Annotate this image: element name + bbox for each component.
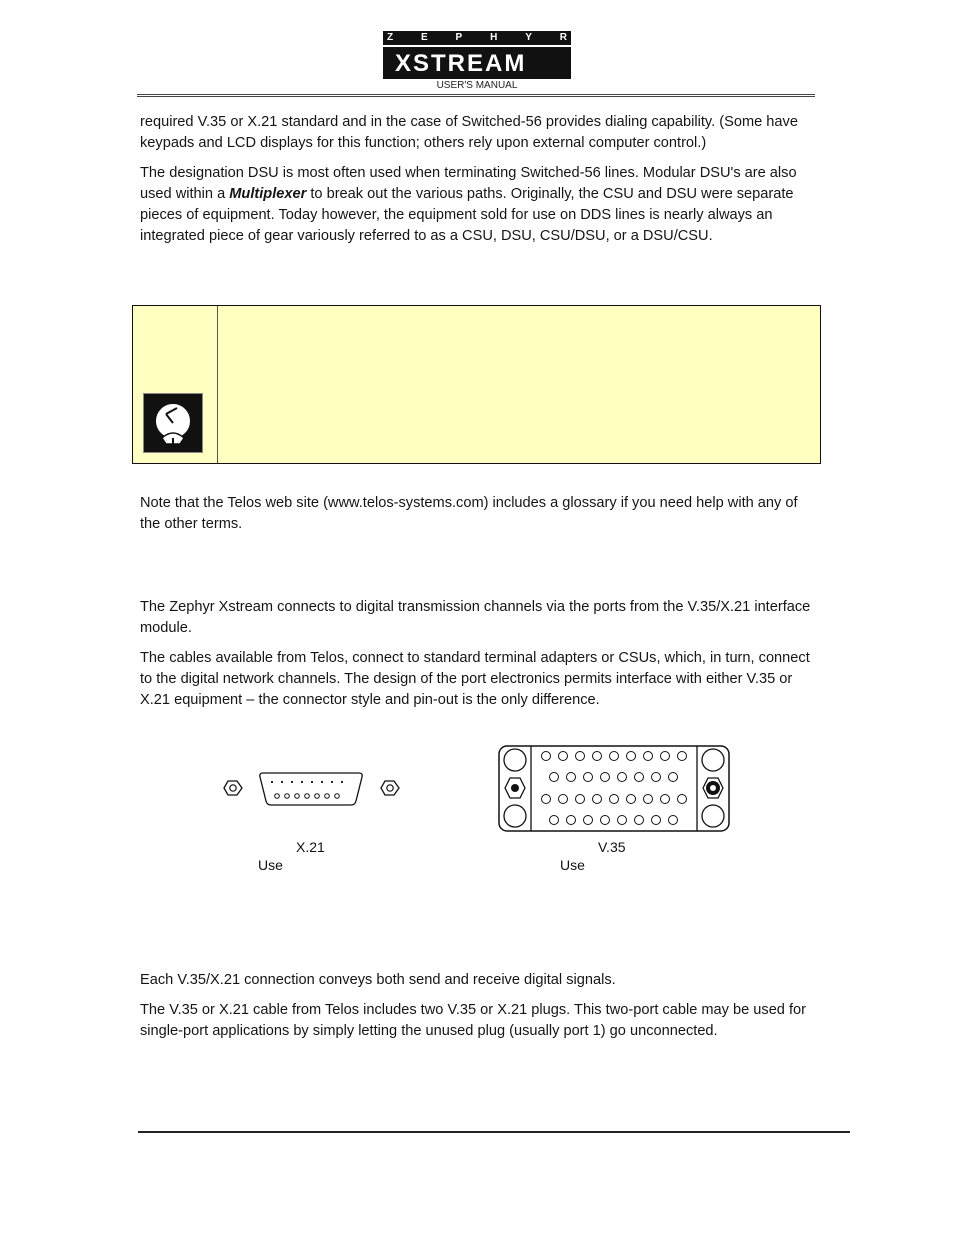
- paragraph-two-port-cable: The V.35 or X.21 cable from Telos includes two V.35 or X.21 plugs. This two-port cable may be used for single-port applications by simply letting the unused plug (usually port 1) go unconnected.: [140, 1002, 807, 1039]
- paragraph-text: to break out the various paths. Originally, the CSU and DSU were separate pieces of equipment. Today however, the equipment sold for use on DDS lines is nearly always an integrated piece of gear variously referred to as a CSU, DSU, CSU/DSU, or a DSU/CSU.: [140, 186, 794, 244]
- paragraph-dsu-designation: [140, 163, 820, 247]
- note-box: [132, 305, 821, 464]
- paragraph-cables: The cables available from Telos, connect to standard terminal adapters or CSUs, which, in turn, connect to the digital network channels. The design of the port electronics permits interface with either V.35 or X.21 equipment – the connector style and pin-out is the only difference.: [140, 650, 810, 708]
- users-manual-subtitle: USER'S MANUAL: [436, 80, 518, 91]
- x21-use-caption: Use: [258, 857, 283, 873]
- paragraph-interface-module: The Zephyr Xstream connects to digital transmission channels via the ports from the V.35/X.21 interface module.: [140, 599, 811, 636]
- v35-use-caption: Use: [560, 857, 585, 873]
- logo-letter: P: [455, 32, 463, 43]
- logo-letter: Y: [525, 32, 532, 43]
- v35-caption: V.35: [598, 839, 626, 855]
- connector-figure: [215, 740, 745, 840]
- header-rule: [137, 94, 815, 95]
- paragraph-send-receive: Each V.35/X.21 connection conveys both send and receive digital signals.: [140, 972, 616, 988]
- logo-xstream-text: XSTREAM: [395, 50, 527, 77]
- paragraph-csu-dialing: required V.35 or X.21 standard and in the case of Switched-56 provides dialing capability. (Some have keypads and LCD displays for this function; others rely upon external computer control.): [140, 114, 798, 151]
- logo-letter: H: [490, 32, 498, 43]
- footer-rule: [138, 1131, 850, 1133]
- paragraph-text: The designation DSU is most often used when terminating Switched-56 lines. Modular DSU's are also used within a: [140, 165, 797, 202]
- logo-zephyr-letters: [383, 31, 571, 45]
- gauge-knob-icon: [143, 393, 203, 453]
- multiplexer-term: Multiplexer: [229, 186, 307, 202]
- zephyr-xstream-logo: [383, 31, 571, 79]
- x21-connector-drawing: [224, 773, 399, 805]
- v35-connector-drawing: [499, 746, 729, 831]
- logo-letter: Z: [387, 32, 394, 43]
- paragraph-glossary-note: Note that the Telos web site (www.telos-systems.com) includes a glossary if you need help with any of the other terms.: [140, 495, 798, 532]
- logo-letter: E: [420, 32, 428, 43]
- x21-caption: X.21: [296, 839, 325, 855]
- header-rule-secondary: [137, 96, 815, 97]
- note-box-divider: [217, 306, 218, 463]
- logo-divider: [383, 45, 571, 47]
- logo-letter: R: [559, 32, 567, 43]
